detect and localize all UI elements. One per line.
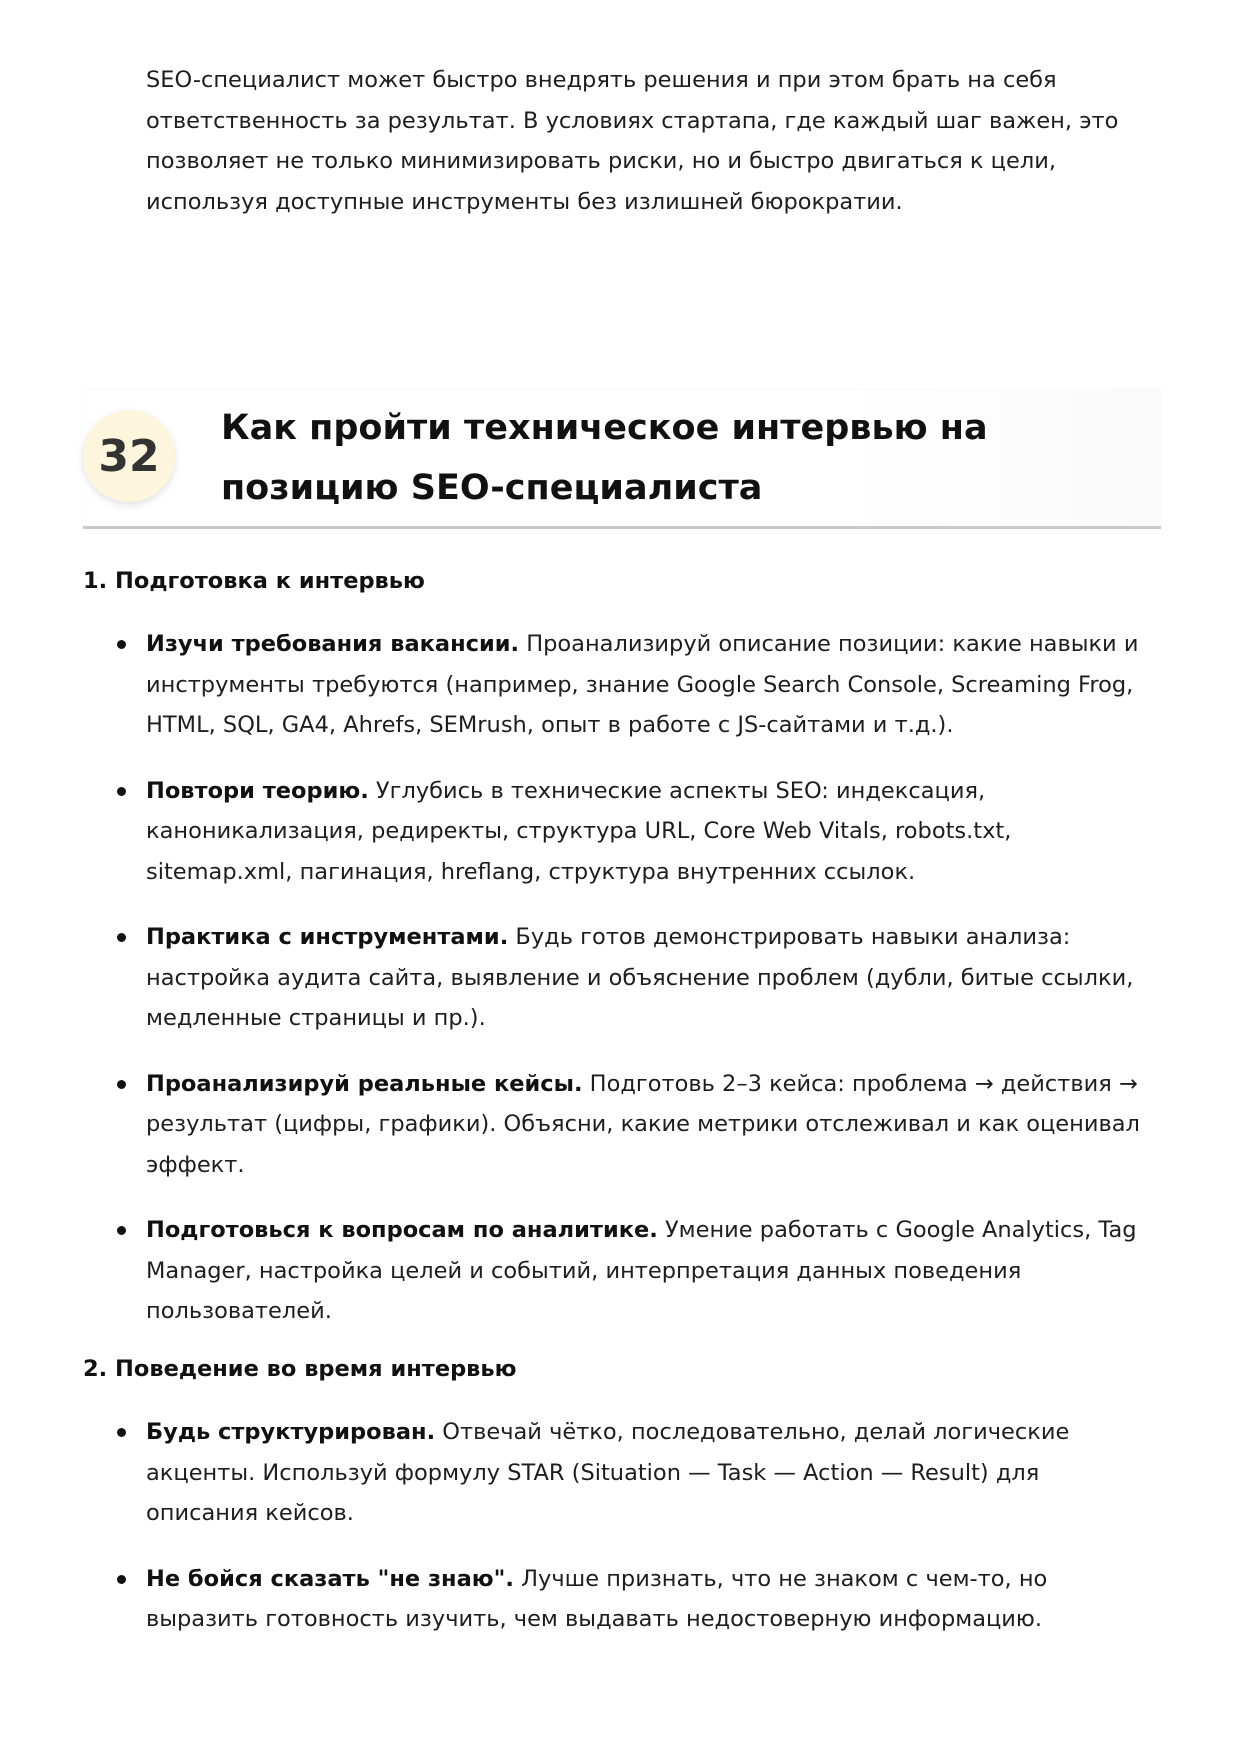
list-item-text: Углубись в технические аспекты SEO: индексация, каноникализация, редиректы, структура URL, Core Web Vitals, robots.txt, sitemap.xml, пагинация, hreflang, структура внутренних ссылок. xyxy=(146,777,1012,885)
bullet-icon xyxy=(117,1428,126,1437)
preparation-list xyxy=(146,624,1158,1357)
section-heading-preparation: 1. Подготовка к интервью xyxy=(83,568,425,594)
bullet-icon xyxy=(117,640,126,649)
list-item-text: Лучше признать, что не знаком с чем-то, но выразить готовность изучить, чем выдавать недостоверную информацию. xyxy=(146,1565,1048,1632)
list-item-text: Подготовь 2–3 кейса: проблема → действия → результат (цифры, графики). Объясни, какие метрики отслеживал и как оценивал эффект. xyxy=(146,1070,1140,1178)
list-item-lead: Практика с инструментами. xyxy=(146,924,509,950)
list-item xyxy=(146,1412,1158,1534)
list-item xyxy=(146,1064,1158,1186)
list-item-lead: Проанализируй реальные кейсы. xyxy=(146,1070,583,1097)
list-item-text: Отвечай чётко, последовательно, делай логические акценты. Используй формулу STAR (Situation — Task — Action — Result) для описания кейсов. xyxy=(146,1419,1070,1526)
list-item xyxy=(146,1210,1158,1332)
bullet-icon xyxy=(117,1080,126,1089)
bullet-icon xyxy=(117,1575,126,1584)
chapter-number-badge: 32 xyxy=(83,410,175,502)
list-item-lead: Подготовься к вопросам по аналитике. xyxy=(146,1217,658,1243)
intro-paragraph: SEO-специалист может быстро внедрять решения и при этом брать на себя ответственность за результат. В условиях стартапа, где каждый шаг важен, это позволяет не только минимизировать риски, но и быстро двигаться к цели, используя доступные инструменты без излишней бюрократии. xyxy=(146,67,1119,215)
list-item-text: Проанализируй описание позиции: какие навыки и инструменты требуются (например, знание Google Search Console, Screaming Frog, HTML, SQL, GA4, Ahrefs, SEMrush, опыт в работе с JS-сайтами и т.д.). xyxy=(146,631,1139,738)
list-item xyxy=(146,624,1158,746)
list-item-lead: Будь структурирован. xyxy=(146,1419,436,1445)
list-item xyxy=(146,771,1158,893)
list-item-text: Будь готов демонстрировать навыки анализа: настройка аудита сайта, выявление и объяснение проблем (дубли, битые ссылки, медленные страницы и пр.). xyxy=(146,924,1134,1031)
list-item-lead: Повтори теорию. xyxy=(146,777,369,804)
bullet-icon xyxy=(117,787,126,796)
list-item-lead: Не бойся сказать "не знаю". xyxy=(146,1565,514,1592)
chapter-header xyxy=(83,390,1161,529)
list-item xyxy=(146,1559,1158,1640)
section-heading-behavior: 2. Поведение во время интервью xyxy=(83,1356,517,1382)
bullet-icon xyxy=(117,933,126,942)
behavior-list xyxy=(146,1412,1158,1665)
bullet-icon xyxy=(117,1226,126,1235)
list-item-text: Умение работать с Google Analytics, Tag Manager, настройка целей и событий, интерпретация данных поведения пользователей. xyxy=(146,1217,1137,1324)
list-item-lead: Изучи требования вакансии. xyxy=(146,631,520,657)
list-item xyxy=(146,917,1158,1039)
chapter-title: Как пройти техническое интервью на позицию SEO-специалиста xyxy=(221,408,988,508)
